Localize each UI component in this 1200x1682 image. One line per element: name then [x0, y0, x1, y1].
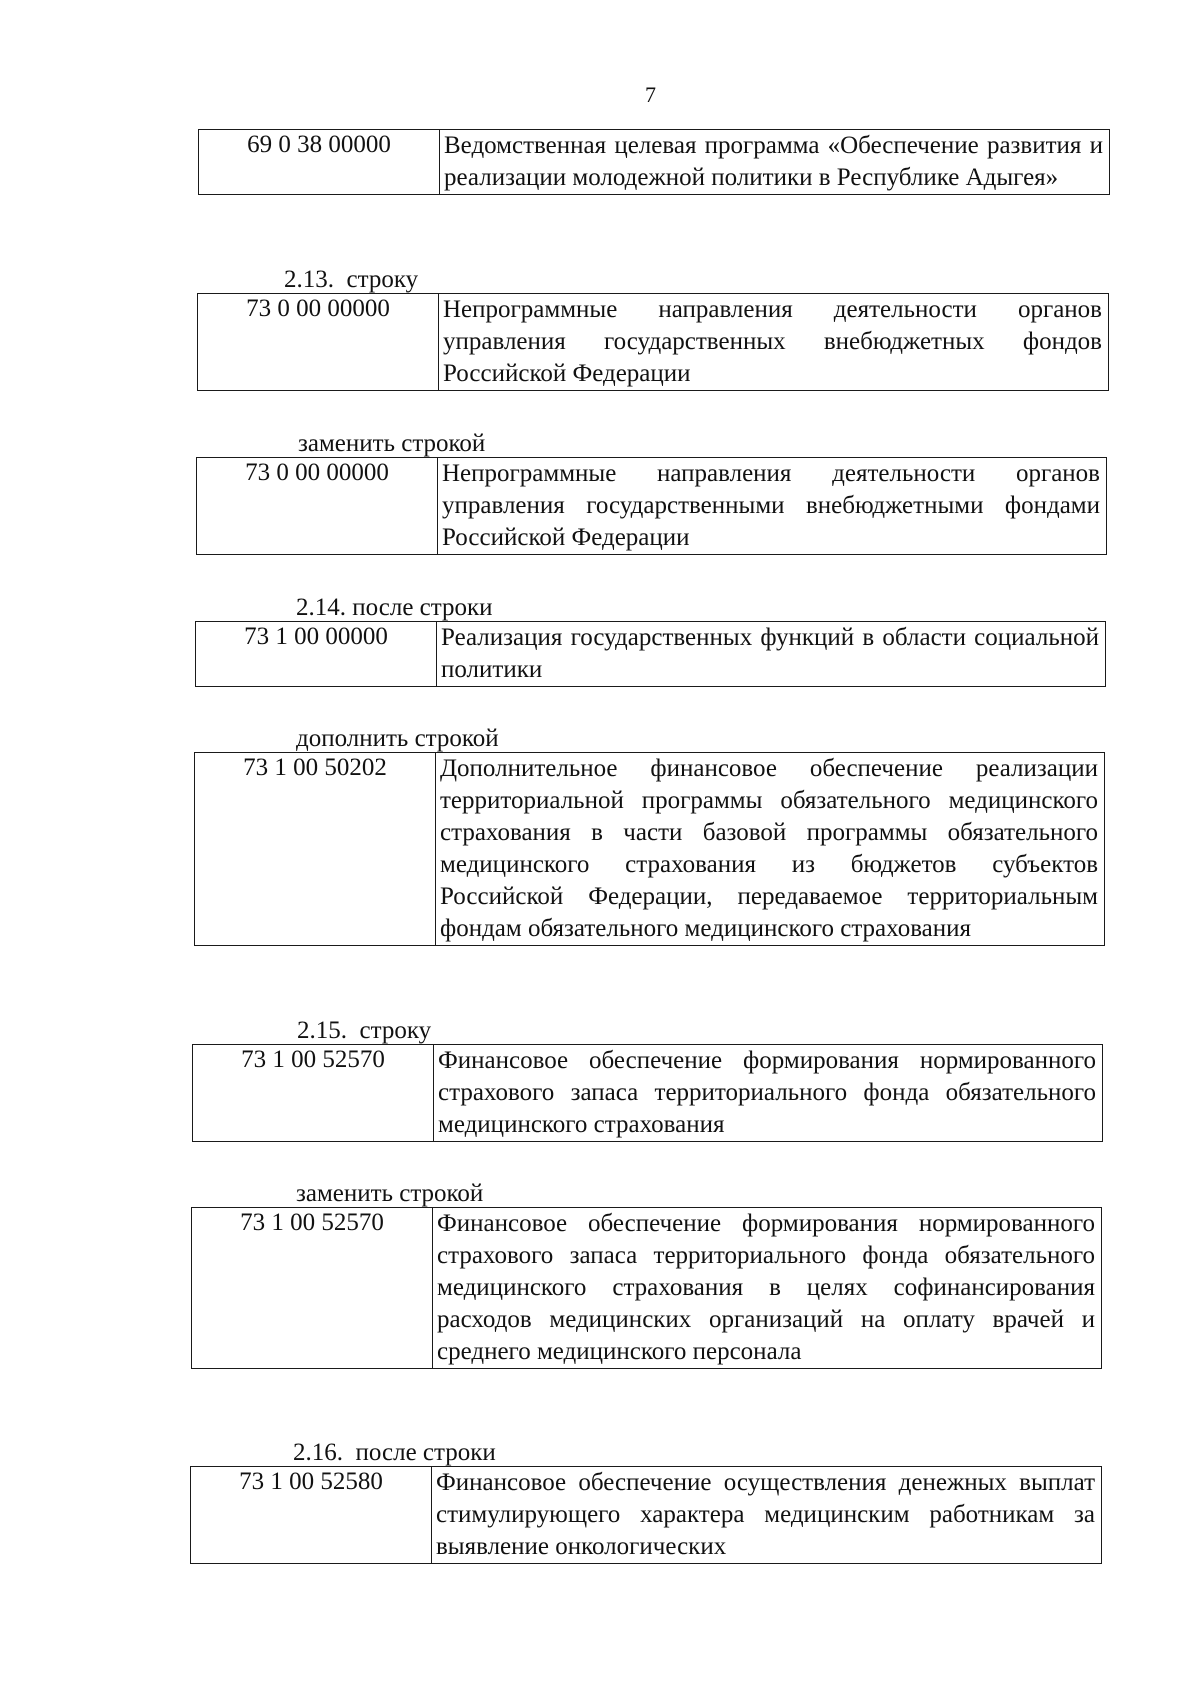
code-description: Реализация государственных функций в области социальной политики — [437, 622, 1106, 687]
code-description: Непрограммные направления деятельности органов управления государственных внебюджетных фондов Российской Федерации — [439, 294, 1109, 391]
code-table — [194, 752, 1105, 946]
amendment-label: 2.16. после строки — [293, 1439, 496, 1466]
classification-code: 73 1 00 52580 — [191, 1467, 432, 1564]
amendment-label: 2.14. после строки — [296, 594, 493, 621]
code-table — [198, 129, 1110, 195]
classification-code: 73 1 00 50202 — [195, 753, 436, 946]
amendment-label: 2.15. строку — [297, 1017, 432, 1044]
table-row — [193, 1045, 1103, 1142]
code-description: Финансовое обеспечение формирования нормированного страхового запаса территориального фонда обязательного медицинского страхования — [434, 1045, 1103, 1142]
code-table — [196, 457, 1107, 555]
table-row — [198, 294, 1109, 391]
table-row — [195, 753, 1105, 946]
code-description: Финансовое обеспечение осуществления денежных выплат стимулирующего характера медицинским работникам за выявление онкологических — [432, 1467, 1102, 1564]
code-table — [195, 621, 1106, 687]
table-row — [196, 622, 1106, 687]
classification-code: 69 0 38 00000 — [199, 130, 440, 195]
code-table — [190, 1466, 1102, 1564]
table-row — [197, 458, 1107, 555]
code-description: Финансовое обеспечение формирования нормированного страхового запаса территориального фонда обязательного медицинского страхования в целях софинансирования расходов медицинских организаций на оплату врачей и среднего медицинского персонала — [433, 1208, 1102, 1369]
classification-code: 73 1 00 52570 — [192, 1208, 433, 1369]
code-description: Непрограммные направления деятельности органов управления государственными внебюджетными фондами Российской Федерации — [438, 458, 1107, 555]
amendment-label: заменить строкой — [298, 430, 486, 457]
code-description: Дополнительное финансовое обеспечение реализации территориальной программы обязательного медицинского страхования в части базовой программы обязательного медицинского страхования из бюджетов субъектов Российской Федерации, передаваемое территориальным фондам обязательного медицинского страхования — [436, 753, 1105, 946]
table-row — [199, 130, 1110, 195]
page-number: 7 — [645, 82, 656, 107]
code-table — [192, 1044, 1103, 1142]
table-row — [191, 1467, 1102, 1564]
table-row — [192, 1208, 1102, 1369]
code-table — [191, 1207, 1102, 1369]
code-table — [197, 293, 1109, 391]
amendment-label: дополнить строкой — [296, 725, 499, 752]
classification-code: 73 1 00 52570 — [193, 1045, 434, 1142]
amendment-label: 2.13. строку — [284, 266, 419, 293]
classification-code: 73 1 00 00000 — [196, 622, 437, 687]
code-description: Ведомственная целевая программа «Обеспечение развития и реализации молодежной политики в Республике Адыгея» — [440, 130, 1110, 195]
classification-code: 73 0 00 00000 — [198, 294, 439, 391]
classification-code: 73 0 00 00000 — [197, 458, 438, 555]
amendment-label: заменить строкой — [296, 1180, 484, 1207]
